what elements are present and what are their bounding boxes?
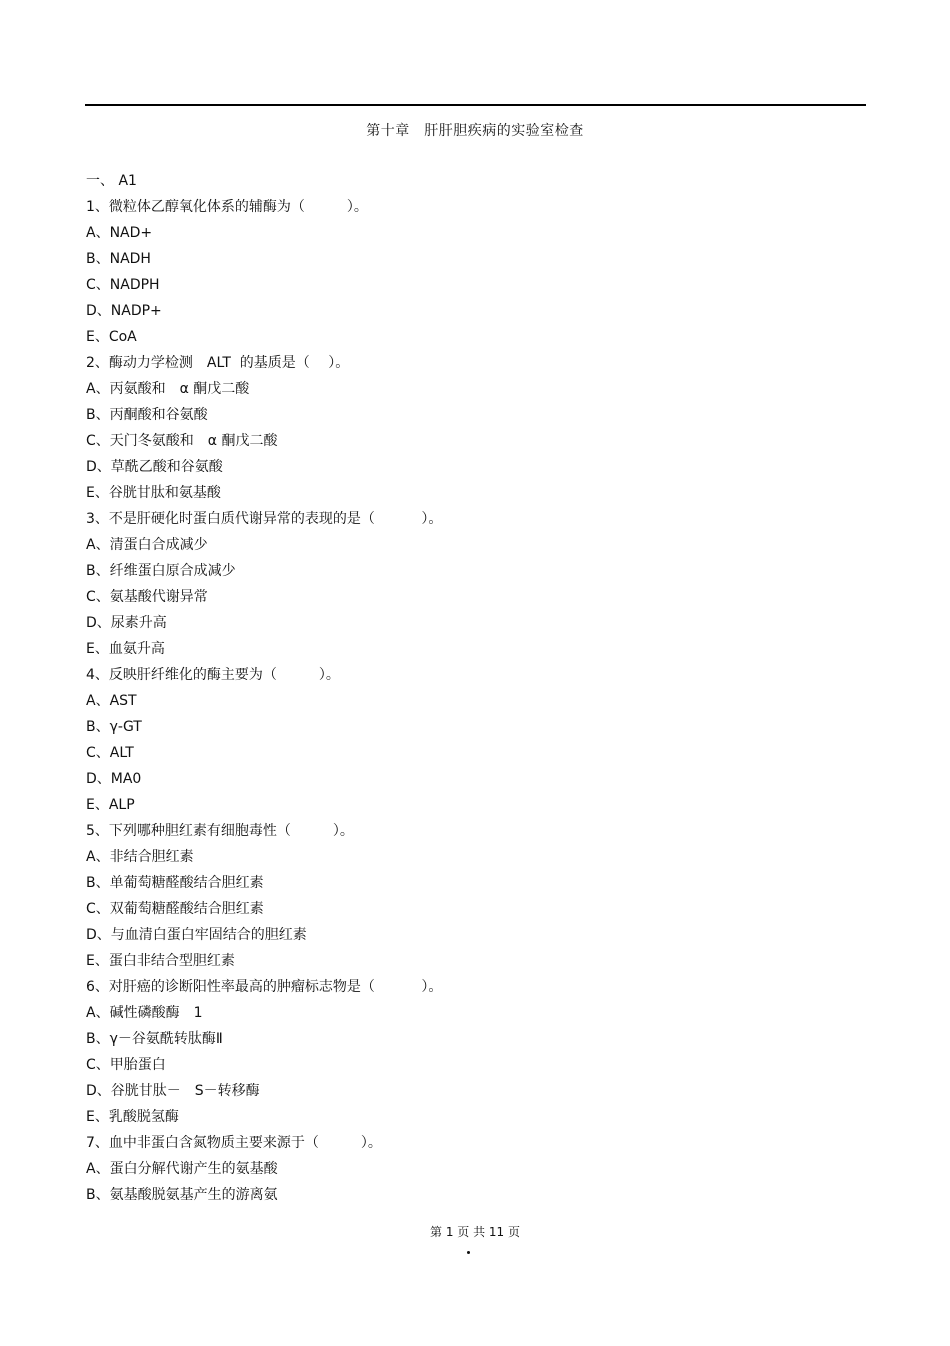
text-line: C、天门冬氨酸和 α 酮戊二酸 <box>86 433 278 449</box>
text-line: D、尿素升高 <box>86 615 167 631</box>
text-line: E、血氨升高 <box>86 641 165 657</box>
text-line: D、MA0 <box>86 771 142 787</box>
text-line: A、蛋白分解代谢产生的氨基酸 <box>86 1161 278 1177</box>
text-line: A、AST <box>86 693 137 709</box>
text-line: C、双葡萄糖醛酸结合胆红素 <box>86 901 264 917</box>
text-line: 一、 A1 <box>86 173 137 189</box>
text-line: B、γ－谷氨酰转肽酶Ⅱ <box>86 1031 223 1047</box>
text-line: C、氨基酸代谢异常 <box>86 589 208 605</box>
text-line: B、γ-GT <box>86 719 142 735</box>
text-line: B、氨基酸脱氨基产生的游离氨 <box>86 1187 278 1203</box>
text-line: A、清蛋白合成减少 <box>86 537 208 553</box>
text-line: 3、不是肝硬化时蛋白质代谢异常的表现的是（ ）。 <box>86 511 443 527</box>
text-line: 5、下列哪种胆红素有细胞毒性（ ）。 <box>86 823 354 839</box>
text-line: D、谷胱甘肽－ S－转移酶 <box>86 1083 260 1099</box>
text-line: B、单葡萄糖醛酸结合胆红素 <box>86 875 264 891</box>
text-line: E、谷胱甘肽和氨基酸 <box>86 485 221 501</box>
text-line: A、丙氨酸和 α 酮戊二酸 <box>86 381 250 397</box>
text-line: D、草酰乙酸和谷氨酸 <box>86 459 223 475</box>
text-line: 1、微粒体乙醇氧化体系的辅酶为（ ）。 <box>86 199 368 215</box>
chapter-title: 第十章 肝肝胆疾病的实验室检查 <box>366 123 584 139</box>
text-line: A、NAD+ <box>86 225 153 241</box>
text-line: A、非结合胆红素 <box>86 849 194 865</box>
text-line: 2、酶动力学检测 ALT 的基质是（ ）。 <box>86 355 350 371</box>
text-line: 6、对肝癌的诊断阳性率最高的肿瘤标志物是（ ）。 <box>86 979 443 995</box>
text-line: D、与血清白蛋白牢固结合的胆红素 <box>86 927 307 943</box>
text-line: E、蛋白非结合型胆红素 <box>86 953 235 969</box>
text-line: E、ALP <box>86 797 135 813</box>
text-line: B、丙酮酸和谷氨酸 <box>86 407 208 423</box>
text-line: E、乳酸脱氢酶 <box>86 1109 179 1125</box>
question-list <box>86 171 886 1211</box>
text-line: A、碱性磷酸酶 1 <box>86 1005 203 1021</box>
text-line: 7、血中非蛋白含氮物质主要来源于（ ）。 <box>86 1135 382 1151</box>
text-line: C、ALT <box>86 745 134 761</box>
text-line: C、NADPH <box>86 277 160 293</box>
text-line: D、NADP+ <box>86 303 162 319</box>
page-footer: 第 1 页 共 11 页 <box>430 1225 520 1239</box>
footer-dot <box>467 1251 470 1254</box>
text-line: C、甲胎蛋白 <box>86 1057 166 1073</box>
text-line: E、CoA <box>86 329 137 345</box>
header-rule <box>85 104 866 106</box>
text-line: B、纤维蛋白原合成减少 <box>86 563 236 579</box>
text-line: B、NADH <box>86 251 151 267</box>
text-line: 4、反映肝纤维化的酶主要为（ ）。 <box>86 667 340 683</box>
